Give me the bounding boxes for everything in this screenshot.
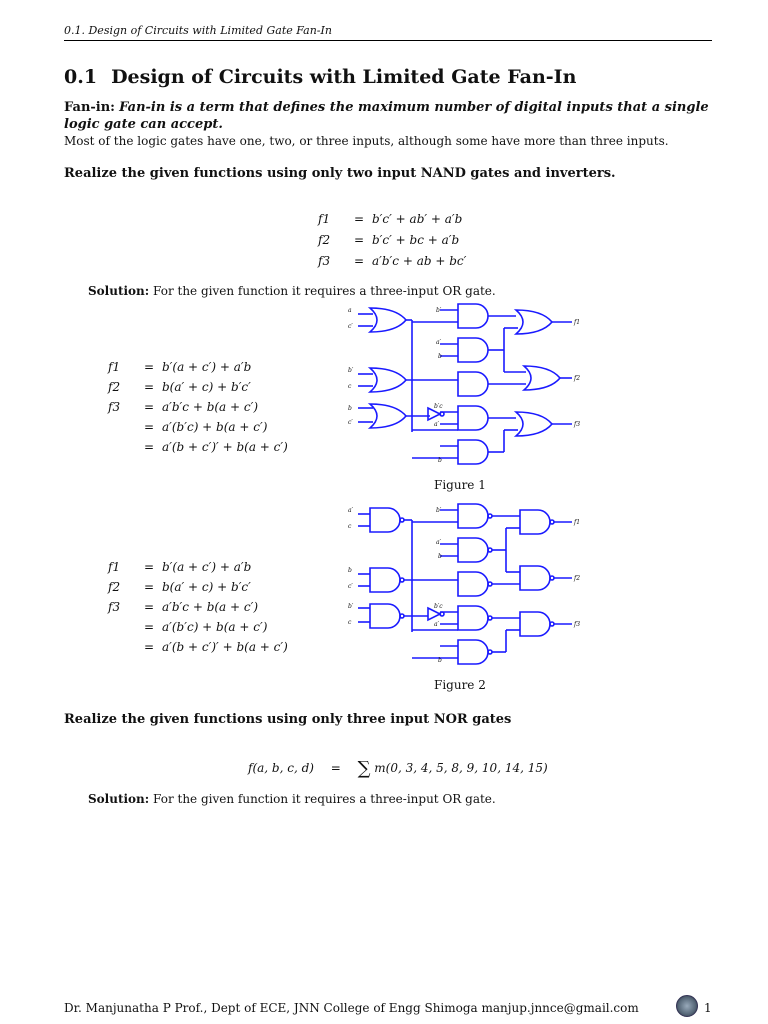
circuit-label: c′ [348, 323, 353, 330]
circuit-label: a′ [436, 539, 441, 546]
circuit-label: c [348, 619, 352, 626]
circuit-label: b [438, 553, 442, 560]
figure-1-caption: Figure 1 [434, 478, 486, 492]
solution-text: For the given function it requires a three-input OR gate. [153, 284, 496, 298]
function-row: f1 = b′c′ + ab′ + a′b [318, 212, 463, 226]
derivation-row: = a′(b + c′)′ + b(a + c′) [143, 440, 288, 454]
derivation-row: = a′(b′c) + b(a + c′) [143, 620, 268, 634]
minterm-lhs: f(a, b, c, d) [248, 761, 314, 775]
derivation-row: f1 = b′(a + c′) + a′b [108, 560, 252, 574]
solution-2 [88, 792, 496, 806]
circuit-label: a [348, 307, 352, 314]
page-number: 1 [704, 1001, 712, 1015]
running-head: 0.1. Design of Circuits with Limited Gate Fan-In [64, 24, 332, 37]
derivation-row: f2 = b(a′ + c) + b′c′ [108, 380, 251, 394]
circuit-label: c′ [348, 419, 353, 426]
derivation-row: = a′(b′c) + b(a + c′) [143, 420, 268, 434]
circuit-label: b [348, 405, 352, 412]
section-title [64, 66, 576, 88]
minterm-rhs: m(0, 3, 4, 5, 8, 9, 10, 14, 15) [374, 761, 548, 775]
footer: Dr. Manjunatha P Prof., Dept of ECE, JNN College of Engg Shimoga manjup.jnnce@gmail.com [64, 1001, 639, 1015]
solution-label: Solution: [88, 284, 150, 298]
figure-2-circuit [340, 500, 600, 670]
section-number: 0.1 [64, 66, 98, 88]
derivation-row: f1 = b′(a + c′) + a′b [108, 360, 252, 374]
college-seal-icon [676, 995, 698, 1017]
minterm-op: = [330, 761, 341, 775]
sum-symbol: ∑ [357, 758, 371, 779]
circuit-label: b′ [348, 603, 354, 610]
output-label: f2 [574, 575, 581, 582]
circuit-label: c′ [348, 583, 353, 590]
fanin-note: Most of the logic gates have one, two, or three inputs, although some have more than three inputs. [64, 134, 669, 148]
circuit-label: a′ [436, 339, 441, 346]
circuit-label: b [438, 457, 442, 464]
circuit-label: a′ [434, 621, 439, 628]
solution-1 [88, 284, 496, 298]
derivation-row: f3 = a′b′c + b(a + c′) [108, 600, 259, 614]
output-label: f2 [574, 375, 581, 382]
circuit-label: c [348, 523, 352, 530]
circuit-label: b [438, 353, 442, 360]
circuit-label: b′ [436, 507, 442, 514]
derivation-row: f2 = b(a′ + c) + b′c′ [108, 580, 251, 594]
function-row: f3 = a′b′c + ab + bc′ [318, 254, 467, 268]
output-label: f1 [574, 319, 581, 326]
figure-2-caption: Figure 2 [434, 678, 486, 692]
header-rule [64, 40, 712, 41]
fanin-definition [64, 99, 712, 150]
circuit-label: b′ [436, 307, 442, 314]
output-label: f1 [574, 519, 581, 526]
problem-2: Realize the given functions using only three input NOR gates [64, 712, 512, 727]
circuit-label: b′c [434, 603, 443, 610]
circuit-label: c [348, 383, 352, 390]
function-row: f2 = b′c′ + bc + a′b [318, 233, 460, 247]
derivation-row: f3 = a′b′c + b(a + c′) [108, 400, 259, 414]
figure-1-circuit [340, 300, 600, 470]
solution-text: For the given function it requires a three-input OR gate. [153, 792, 496, 806]
output-label: f3 [574, 421, 581, 428]
solution-label: Solution: [88, 792, 150, 806]
circuit-label: a′ [434, 421, 439, 428]
circuit-label: b′c [434, 403, 443, 410]
section-title-text: Design of Circuits with Limited Gate Fan-In [111, 66, 577, 88]
circuit-label: b [438, 657, 442, 664]
fanin-definition-text: Fan-in is a term that defines the maximum number of digital inputs that a single logic gate can accept. [64, 100, 709, 132]
derivation-row: = a′(b + c′)′ + b(a + c′) [143, 640, 288, 654]
fanin-term: Fan-in: [64, 100, 115, 115]
minterm-equation [248, 758, 548, 779]
circuit-label: a′ [348, 507, 353, 514]
circuit-label: b′ [348, 367, 354, 374]
output-label: f3 [574, 621, 581, 628]
circuit-label: b [348, 567, 352, 574]
problem-1: Realize the given functions using only two input NAND gates and inverters. [64, 166, 616, 181]
